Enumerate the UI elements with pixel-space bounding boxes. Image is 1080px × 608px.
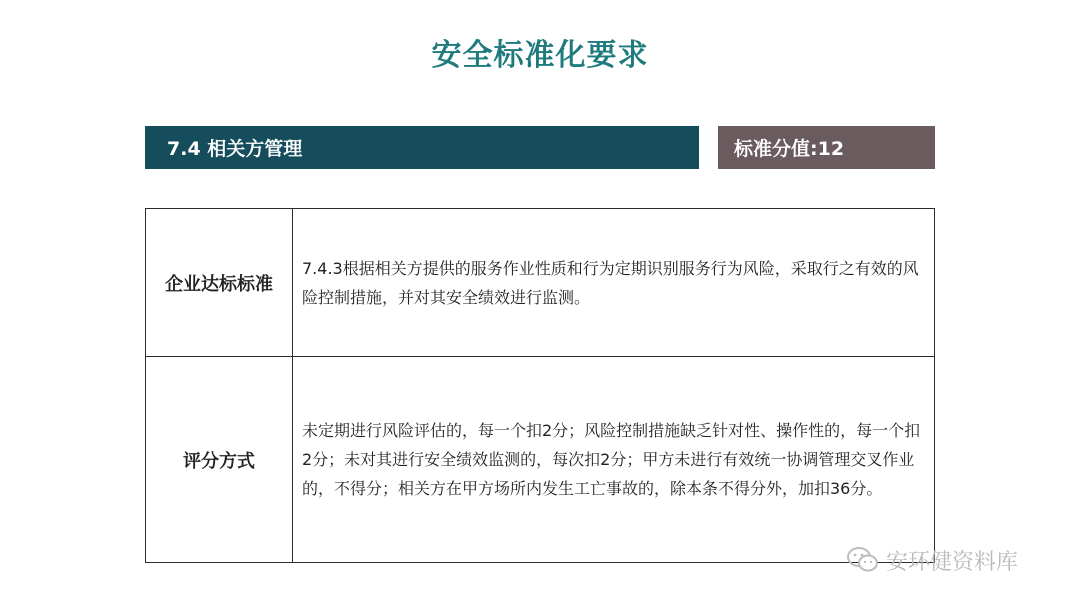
row-label-scoring: 评分方式	[146, 357, 293, 562]
section-label: 7.4 相关方管理	[167, 138, 303, 160]
page-title: 安全标准化要求	[431, 38, 649, 73]
wechat-icon	[846, 546, 880, 574]
table-row	[146, 357, 934, 562]
row-content-standard	[293, 209, 933, 356]
row-content-scoring	[293, 357, 933, 562]
section-header-bar	[145, 126, 699, 169]
scoring-text: 未定期进行风险评估的，每一个扣2分；风险控制措施缺乏针对性、操作性的，每一个扣2分；未对其进行安全绩效监测的，每次扣2分；甲方未进行有效统一协调管理交叉作业的，不得分；相关方在甲方场所内发生工亡事故的，除本条不得分外，加扣36分。	[302, 421, 921, 498]
score-label: 标准分值:12	[734, 138, 845, 160]
requirements-table	[145, 208, 935, 563]
row-label-standard: 企业达标标准	[146, 209, 293, 356]
standard-text: 7.4.3根据相关方提供的服务作业性质和行为定期识别服务行为风险，采取行之有效的风险控制措施，并对其安全绩效进行监测。	[302, 258, 919, 307]
watermark	[846, 545, 1018, 575]
score-header-bar	[718, 126, 935, 169]
table-row	[146, 209, 934, 357]
watermark-text: 安环健资料库	[886, 549, 1019, 575]
